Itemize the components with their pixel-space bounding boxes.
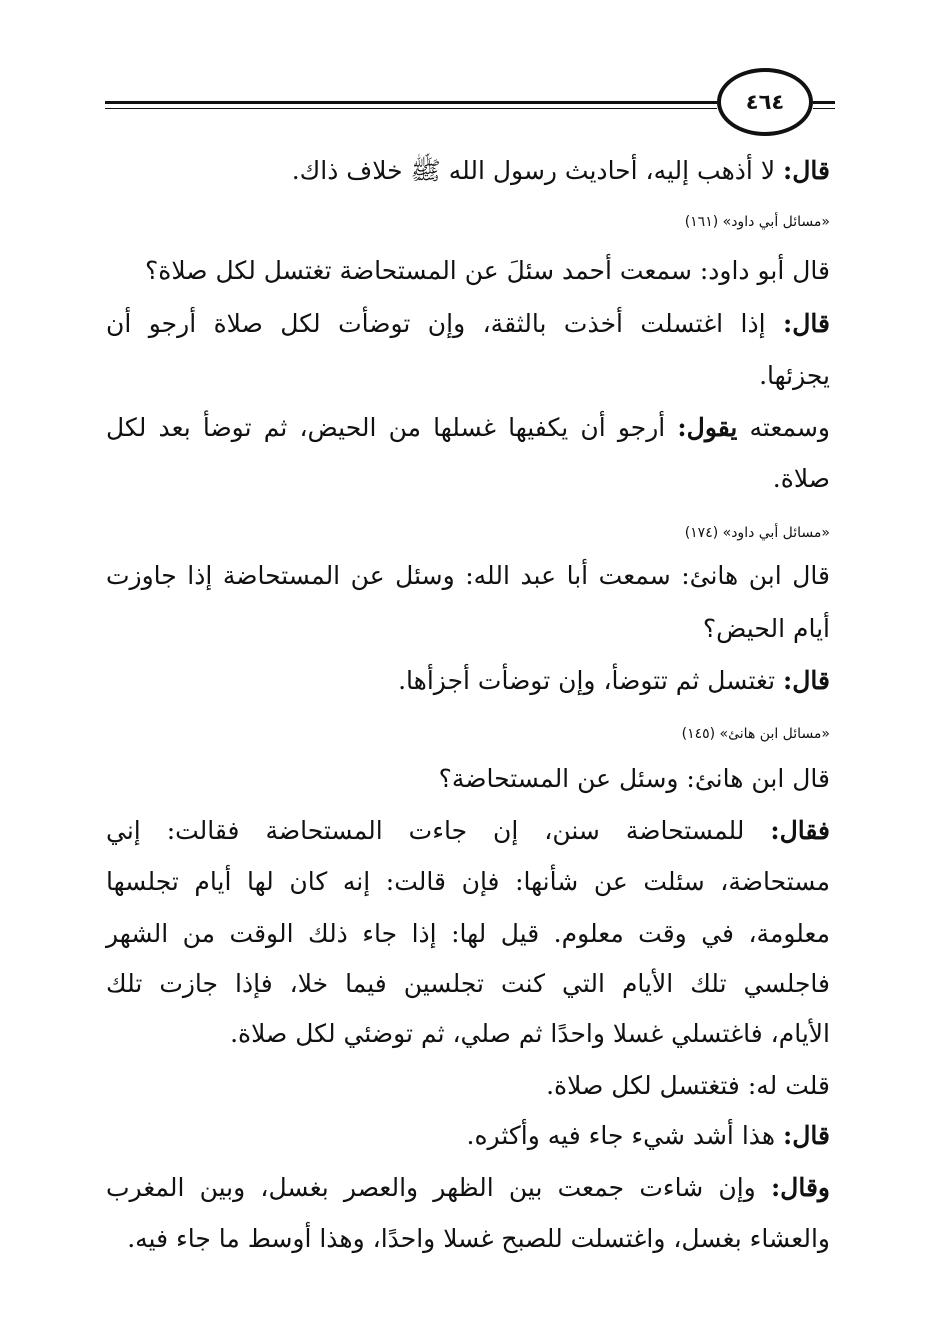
line-text: لا أذهب إليه، أحاديث رسول الله ﷺ خلاف ذاك. [291,156,784,185]
line-text: وإن شاءت جمعت بين الظهر والعصر بغسل، وبين المغرب [106,1173,771,1202]
text-line [106,1070,830,1102]
line-text: والعشاء بغسل، واغتسلت للصبح غسلا واحدًا، وهذا أوسط ما جاء فيه. [127,1224,830,1253]
header-rule-end-thin [813,108,835,109]
text-line [106,412,830,444]
source-citation: «مسائل أبي داود» (١٧٤) [684,525,830,541]
text-line [106,1120,830,1152]
text-line [106,255,830,287]
text-line [106,665,830,697]
speaker-label: قال: [783,666,830,695]
line-text: أيام الحيض؟ [702,614,830,643]
text-line [106,763,830,795]
text-line [106,360,830,392]
text-line [106,968,830,1000]
line-text: إذا اغتسلت أخذت بالثقة، وإن توضأت لكل صلاة أرجو أن [106,309,784,338]
line-text: قلت له: فتغتسل لكل صلاة. [546,1071,830,1100]
line-prefix: وسمعته [737,413,830,442]
text-line [106,866,830,898]
line-text: قال ابن هانئ: وسئل عن المستحاضة؟ [438,764,830,793]
speaker-label: فقال: [770,816,830,845]
source-citation: «مسائل ابن هانئ» (١٤٥) [681,726,830,742]
text-line [106,918,830,950]
speaker-label: يقول: [677,413,738,442]
page-header [105,68,835,138]
text-line [106,308,830,340]
text-line [106,560,830,592]
text-line [106,815,830,847]
line-text: قال ابن هانئ: سمعت أبا عبد الله: وسئل عن المستحاضة إذا جاوزت [106,561,830,590]
line-text: صلاة. [772,464,830,493]
header-rule [105,101,717,104]
source-citation: «مسائل أبي داود» (١٦١) [684,214,830,230]
line-text: قال أبو داود: سمعت أحمد سئلَ عن المستحاضة تغتسل لكل صلاة؟ [145,256,830,285]
page-number: ٤٦٤ [745,90,785,114]
header-rule-end [813,101,835,104]
text-line [106,613,830,645]
speaker-label: قال: [783,156,830,185]
page-number-frame [717,68,813,136]
text-line [106,155,830,187]
text-line [106,1018,830,1050]
line-text: أرجو أن يكفيها غسلها من الحيض، ثم توضأ بعد لكل [106,413,678,442]
line-text: مستحاضة، سئلت عن شأنها: فإن قالت: إنه كان لها أيام تجلسها [106,867,830,896]
line-text: فاجلسي تلك الأيام التي كنت تجلسين فيما خلا، فإذا جازت تلك [106,969,830,998]
line-text: الأيام، فاغتسلي غسلا واحدًا ثم صلي، ثم توضئي لكل صلاة. [230,1019,830,1048]
line-text: للمستحاضة سنن، إن جاءت المستحاضة فقالت: إني [106,816,771,845]
line-text: معلومة، في وقت معلوم. قيل لها: إذا جاء ذلك الوقت من الشهر [106,919,830,948]
speaker-label: وقال: [770,1173,830,1202]
speaker-label: قال: [783,309,830,338]
header-rule-thin [105,108,717,109]
text-line [106,1223,830,1255]
text-line [106,463,830,495]
speaker-label: قال: [783,1121,830,1150]
line-text: يجزئها. [759,361,830,390]
line-text: هذا أشد شيء جاء فيه وأكثره. [466,1121,784,1150]
text-line [106,1172,830,1204]
line-text: تغتسل ثم تتوضأ، وإن توضأت أجزأها. [398,666,784,695]
